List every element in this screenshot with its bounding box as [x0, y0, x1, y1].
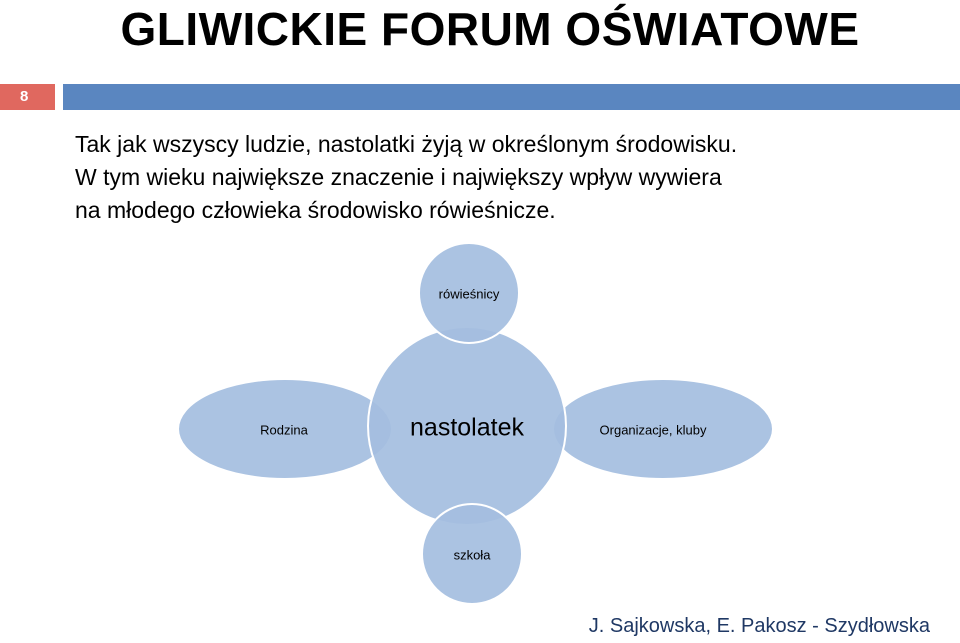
body-line-1: Tak jak wszyscy ludzie, nastolatki żyją w określonym środowisku. [75, 131, 738, 157]
node-bottom-label: szkoła [453, 547, 491, 563]
footer-authors: J. Sajkowska, E. Pakosz - Szydłowska [588, 615, 930, 637]
node-right-label: Organizacje, kluby [599, 422, 707, 438]
slide-title: GLIWICKIE FORUM OŚWIATOWE [120, 3, 860, 55]
node-center-label: nastolatek [410, 413, 524, 442]
body-line-3: na młodego człowieka środowisko rówieśnicze. [75, 197, 556, 223]
node-left-label: Rodzina [260, 422, 308, 438]
node-top-label: rówieśnicy [438, 286, 500, 302]
page-number: 8 [0, 84, 55, 110]
body-line-2: W tym wieku największe znaczenie i największy wpływ wywiera [75, 164, 722, 190]
